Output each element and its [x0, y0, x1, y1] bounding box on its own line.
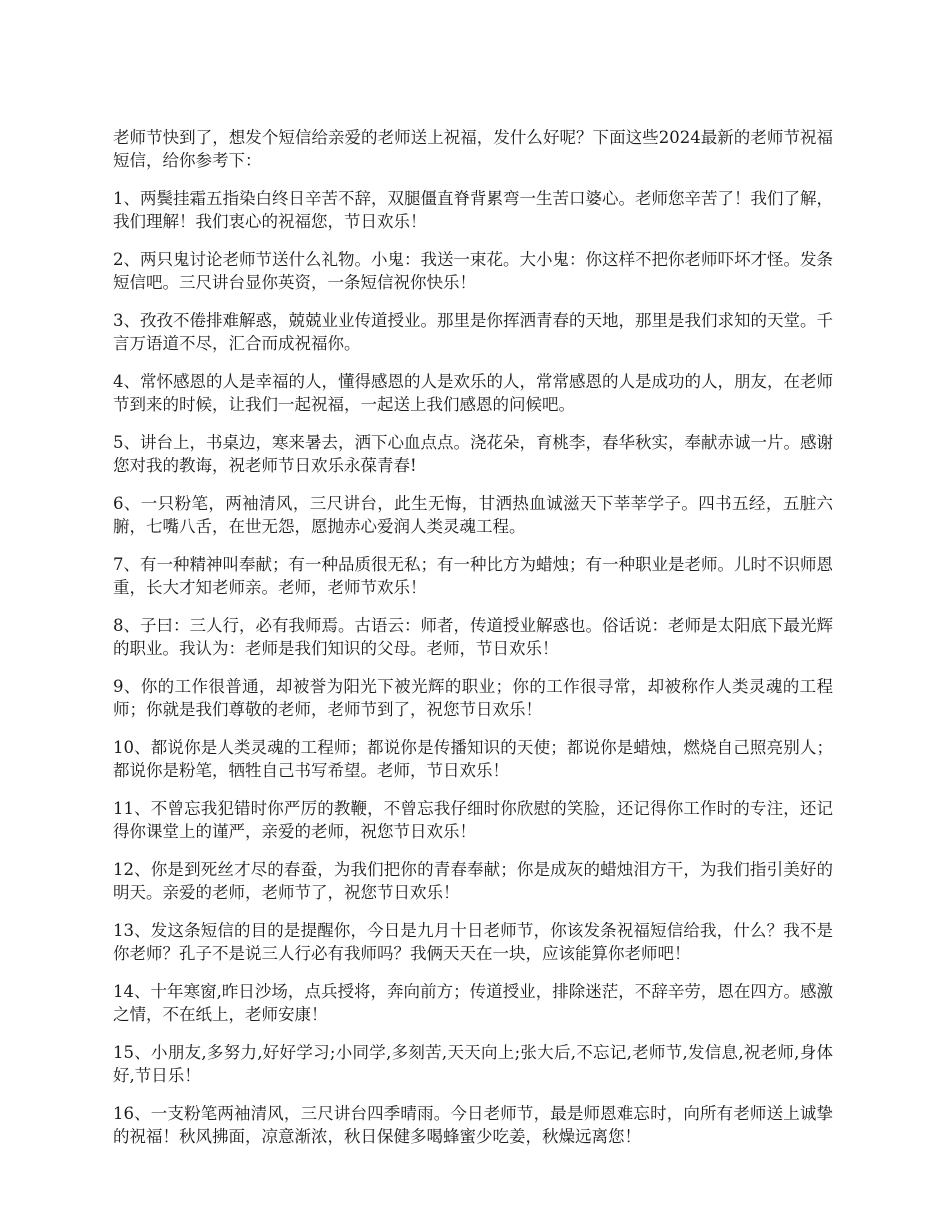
document-body [113, 126, 833, 1163]
message-item-13: 13、发这条短信的目的是提醒你，今日是九月十日老师节，你该发条祝福短信给我，什么？我不是你老师？孔子不是说三人行必有我师吗？我俩天天在一块，应该能算你老师吧！ [113, 921, 833, 963]
message-item-8: 8、子曰：三人行，必有我师焉。古语云：师者，传道授业解惑也。俗话说：老师是太阳底下最光辉的职业。我认为：老师是我们知识的父母。老师，节日欢乐！ [113, 616, 833, 658]
message-item-6: 6、一只粉笔，两袖清风，三尺讲台，此生无悔，甘洒热血诚滋天下莘莘学子。四书五经，五脏六腑，七嘴八舌，在世无怨，愿抛赤心爱润人类灵魂工程。 [113, 494, 833, 536]
message-item-5: 5、讲台上，书桌边，寒来暑去，洒下心血点点。浇花朵，育桃李，春华秋实，奉献赤诚一片。感谢您对我的教诲，祝老师节日欢乐永葆青春! [113, 433, 833, 475]
message-item-3: 3、孜孜不倦排难解惑，兢兢业业传道授业。那里是你挥洒青春的天地，那里是我们求知的天堂。千言万语道不尽，汇合而成祝福你。 [113, 311, 833, 353]
message-item-1: 1、两鬓挂霜五指染白终日辛苦不辞，双腿僵直脊背累弯一生苦口婆心。老师您辛苦了！我们了解，我们理解！我们衷心的祝福您，节日欢乐！ [113, 189, 833, 231]
message-item-7: 7、有一种精神叫奉献；有一种品质很无私；有一种比方为蜡烛；有一种职业是老师。儿时不识师恩重，长大才知老师亲。老师，老师节欢乐！ [113, 555, 833, 597]
message-item-15: 15、小朋友,多努力,好好学习;小同学,多刻苦,天天向上;张大后,不忘记,老师节,发信息,祝老师,身体好,节日乐！ [113, 1043, 833, 1085]
message-item-14: 14、十年寒窗,昨日沙场，点兵授将，奔向前方；传道授业，排除迷茫，不辞辛劳，恩在四方。感激之情，不在纸上，老师安康！ [113, 982, 833, 1024]
message-item-10: 10、都说你是人类灵魂的工程师；都说你是传播知识的天使；都说你是蜡烛，燃烧自己照亮别人；都说你是粉笔，牺牲自己书写希望。老师，节日欢乐！ [113, 738, 833, 780]
message-item-2: 2、两只鬼讨论老师节送什么礼物。小鬼：我送一束花。大小鬼：你这样不把你老师吓坏才怪。发条短信吧。三尺讲台显你英资，一条短信祝你快乐！ [113, 250, 833, 292]
intro-paragraph: 老师节快到了，想发个短信给亲爱的老师送上祝福，发什么好呢？下面这些2024最新的老师节祝福短信，给你参考下： [113, 128, 833, 170]
message-item-9: 9、你的工作很普通，却被誉为阳光下被光辉的职业；你的工作很寻常，却被称作人类灵魂的工程师；你就是我们尊敬的老师，老师节到了，祝您节日欢乐！ [113, 677, 833, 719]
message-item-12: 12、你是到死丝才尽的春蚕，为我们把你的青春奉献；你是成灰的蜡烛泪方干，为我们指引美好的明天。亲爱的老师，老师节了，祝您节日欢乐！ [113, 860, 833, 902]
message-item-4: 4、常怀感恩的人是幸福的人，懂得感恩的人是欢乐的人，常常感恩的人是成功的人，朋友，在老师节到来的时候，让我们一起祝福，一起送上我们感恩的问候吧。 [113, 372, 833, 414]
message-item-16: 16、一支粉笔两袖清风，三尺讲台四季晴雨。今日老师节，最是师恩难忘时，向所有老师送上诚挚的祝福！秋风拂面，凉意渐浓，秋日保健多喝蜂蜜少吃姜，秋燥远离您！ [113, 1104, 833, 1146]
message-item-11: 11、不曾忘我犯错时你严厉的教鞭，不曾忘我仔细时你欣慰的笑脸，还记得你工作时的专注，还记得你课堂上的谨严，亲爱的老师，祝您节日欢乐！ [113, 799, 833, 841]
